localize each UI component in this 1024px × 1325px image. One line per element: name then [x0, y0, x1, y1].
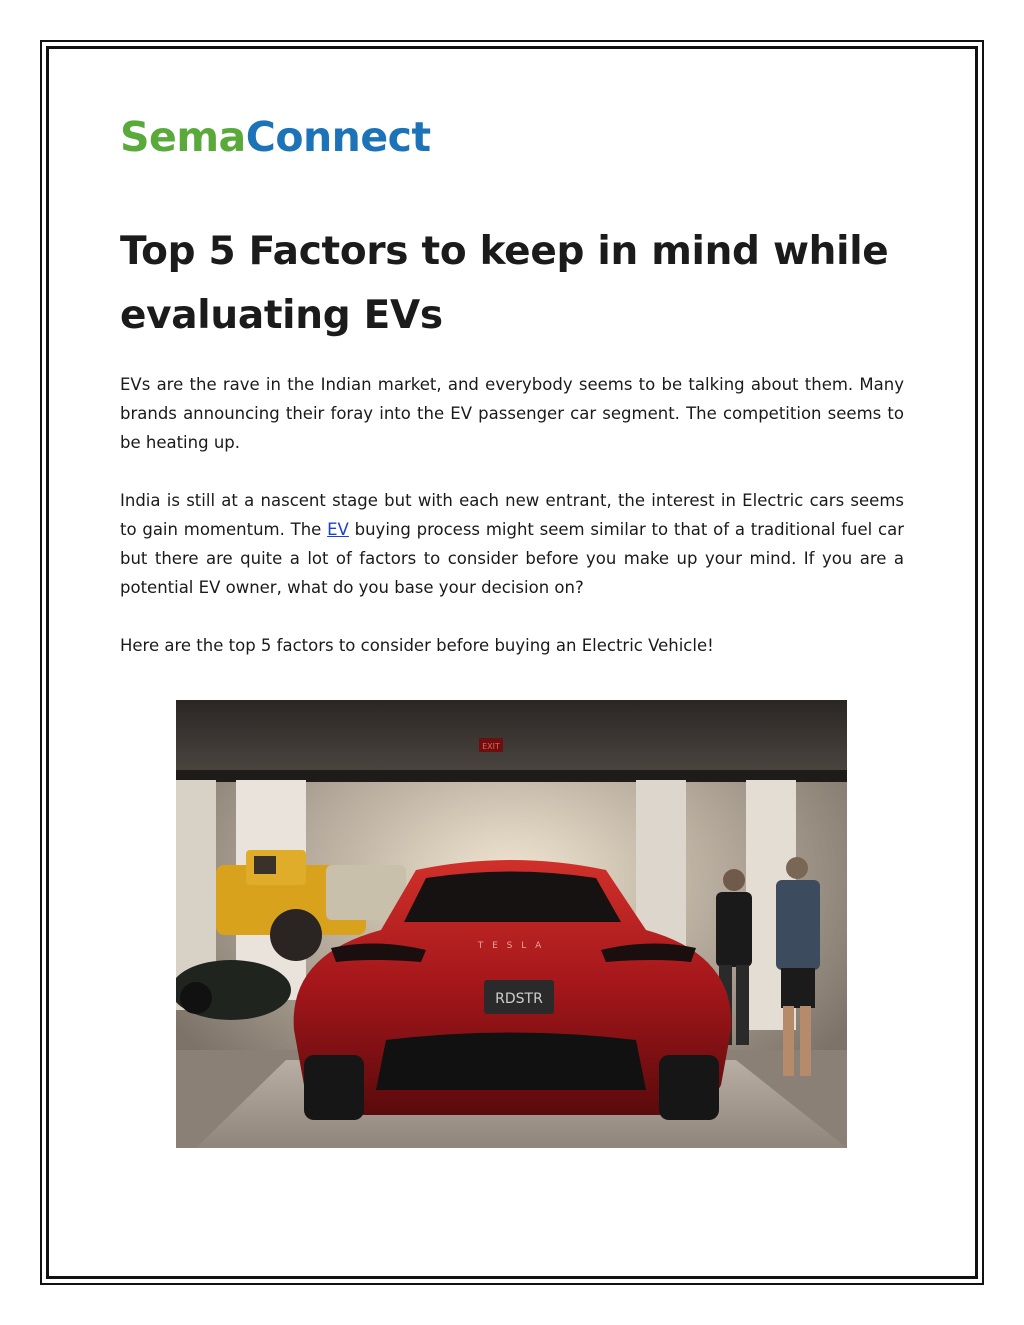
ceiling: [176, 700, 847, 770]
context-text-before: India is still at a nascent stage but with each new entrant, the interest in Electric cars seems to gain momentum. The: [120, 491, 904, 539]
exit-sign-text: EXIT: [482, 742, 500, 751]
rear-window: [404, 872, 621, 923]
rear-diffuser: [376, 1033, 646, 1091]
page-title: Top 5 Factors to keep in mind while evaluating EVs: [120, 229, 889, 338]
intro-paragraph: EVs are the rave in the Indian market, and everybody seems to be talking about them. Many brands announcing their foray into the EV passenger car segment. The competition seems to be heating up.: [120, 375, 904, 452]
context-text-after: buying process might seem similar to that of a traditional fuel car but there are quite a lot of factors to consider before you make up your mind. If you are a potential EV owner, what do you base your decision on?: [120, 520, 905, 597]
tesla-badge: T E S L A: [477, 941, 545, 951]
semaconnect-logo: [120, 112, 431, 162]
photo-illustration: [176, 700, 847, 1148]
ev-link[interactable]: EV: [327, 520, 349, 539]
rear-tire-left: [304, 1055, 364, 1120]
rear-tire-right: [659, 1055, 719, 1120]
logo-sema: Sema: [120, 112, 246, 161]
logo-connect: Connect: [245, 112, 431, 161]
license-plate-text: RDSTR: [495, 991, 543, 1007]
lead-in-paragraph: Here are the top 5 factors to consider before buying an Electric Vehicle!: [120, 636, 714, 655]
context-paragraph: [120, 486, 904, 602]
tesla-roadster-photo: [176, 700, 847, 1148]
